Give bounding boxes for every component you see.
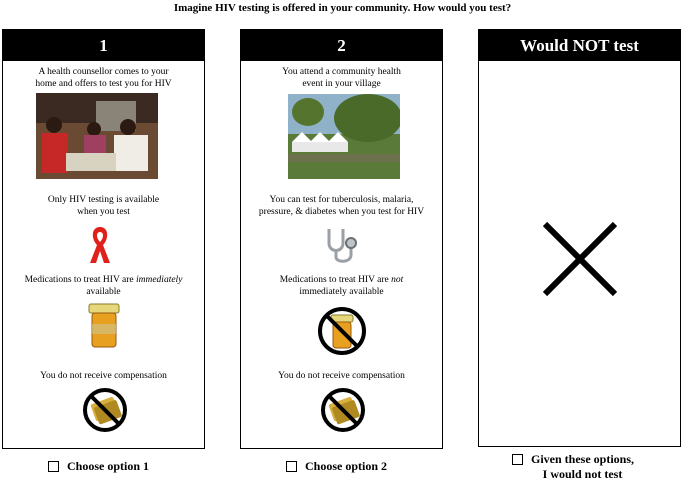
would-not-test-label: Given these options, I would not test xyxy=(531,452,635,481)
community-event-photo xyxy=(288,94,400,179)
option-1-medication-text: Medications to treat HIV are immediately available xyxy=(24,275,183,297)
survey-question-title: Imagine HIV testing is offered in your community. How would you test? xyxy=(173,2,512,14)
checkbox-box[interactable] xyxy=(286,461,297,472)
option-2-medication-text: Medications to treat HIV are not immediately available xyxy=(279,275,404,297)
home-visit-photo xyxy=(36,93,158,179)
choose-option-2-checkbox[interactable]: Choose option 2 xyxy=(286,459,387,474)
option-1-compensation-text: You do not receive compensation xyxy=(40,371,167,381)
no-test-header: Would NOT test xyxy=(479,30,680,61)
option-2-location-text: You attend a community health event in your village xyxy=(282,67,401,89)
option-1-location-text: A health counsellor comes to your home and offers to test you for HIV xyxy=(35,67,172,89)
no-medication-icon xyxy=(316,305,368,357)
x-mark-icon xyxy=(541,220,619,298)
choose-option-1-checkbox[interactable]: Choose option 1 xyxy=(48,459,149,474)
option-2-card xyxy=(240,29,443,449)
would-not-test-checkbox[interactable] xyxy=(512,452,634,482)
red-ribbon-icon xyxy=(87,225,113,265)
option-2-services-text: You can test for tuberculosis, malaria, pressure, & diabetes when you test for HIV xyxy=(258,195,425,217)
stethoscope-icon xyxy=(321,225,363,265)
option-1-services-text: Only HIV testing is available when you test xyxy=(47,195,160,217)
option-2-compensation-text: You do not receive compensation xyxy=(278,371,405,381)
no-money-icon xyxy=(81,386,129,434)
option-1-card xyxy=(2,29,205,449)
option-2-header: 2 xyxy=(241,30,442,61)
checkbox-box[interactable] xyxy=(48,461,59,472)
no-money-icon xyxy=(319,386,367,434)
no-test-card xyxy=(478,29,681,447)
medication-bottle-icon xyxy=(86,302,122,350)
option-1-header: 1 xyxy=(3,30,204,61)
checkbox-box[interactable] xyxy=(512,454,523,465)
